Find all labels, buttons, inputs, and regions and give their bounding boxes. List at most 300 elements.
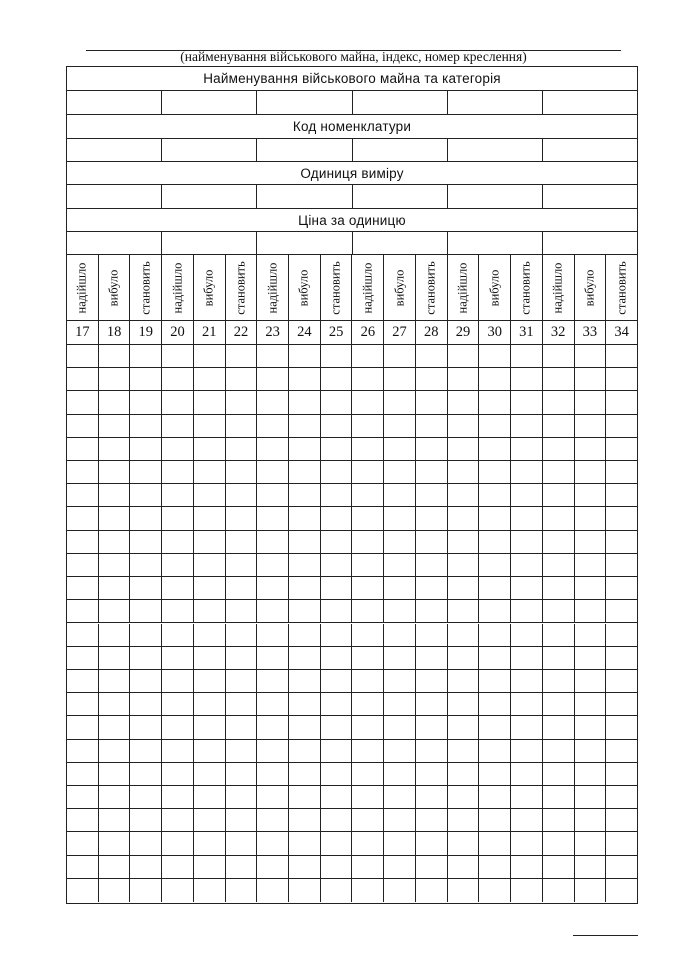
table-cell[interactable] — [448, 484, 480, 506]
table-cell[interactable] — [67, 600, 99, 622]
entry-cell[interactable] — [67, 91, 162, 114]
table-cell[interactable] — [162, 600, 194, 622]
table-cell[interactable] — [416, 577, 448, 599]
table-cell[interactable] — [543, 484, 575, 506]
table-cell[interactable] — [606, 554, 637, 576]
table-cell[interactable] — [575, 647, 607, 669]
table-cell[interactable] — [511, 856, 543, 878]
table-cell[interactable] — [99, 809, 131, 831]
entry-cell[interactable] — [257, 91, 352, 114]
table-cell[interactable] — [384, 647, 416, 669]
table-cell[interactable] — [194, 740, 226, 762]
table-cell[interactable] — [384, 554, 416, 576]
table-cell[interactable] — [352, 415, 384, 437]
table-cell[interactable] — [575, 484, 607, 506]
entry-cell[interactable] — [257, 232, 352, 254]
table-cell[interactable] — [352, 600, 384, 622]
table-cell[interactable] — [289, 693, 321, 715]
table-cell[interactable] — [384, 461, 416, 483]
table-cell[interactable] — [321, 647, 353, 669]
table-cell[interactable] — [194, 600, 226, 622]
table-cell[interactable] — [479, 647, 511, 669]
table-cell[interactable] — [543, 879, 575, 902]
table-cell[interactable] — [352, 461, 384, 483]
table-cell[interactable] — [575, 415, 607, 437]
table-cell[interactable] — [543, 856, 575, 878]
table-cell[interactable] — [194, 693, 226, 715]
table-cell[interactable] — [257, 461, 289, 483]
table-cell[interactable] — [257, 345, 289, 367]
table-cell[interactable] — [479, 415, 511, 437]
table-cell[interactable] — [257, 740, 289, 762]
table-cell[interactable] — [448, 879, 480, 902]
entry-cell[interactable] — [543, 139, 637, 161]
entry-cell[interactable] — [162, 232, 257, 254]
table-cell[interactable] — [130, 716, 162, 738]
table-cell[interactable] — [511, 368, 543, 390]
table-cell[interactable] — [575, 809, 607, 831]
table-cell[interactable] — [99, 507, 131, 529]
table-cell[interactable] — [226, 438, 258, 460]
table-cell[interactable] — [511, 415, 543, 437]
table-cell[interactable] — [416, 600, 448, 622]
table-cell[interactable] — [289, 577, 321, 599]
table-cell[interactable] — [479, 484, 511, 506]
table-cell[interactable] — [162, 740, 194, 762]
table-cell[interactable] — [99, 740, 131, 762]
table-cell[interactable] — [99, 577, 131, 599]
entry-cell[interactable] — [543, 185, 637, 208]
table-cell[interactable] — [384, 391, 416, 413]
table-cell[interactable] — [416, 832, 448, 854]
table-cell[interactable] — [575, 600, 607, 622]
table-cell[interactable] — [257, 600, 289, 622]
table-cell[interactable] — [162, 368, 194, 390]
table-cell[interactable] — [289, 786, 321, 808]
table-cell[interactable] — [130, 763, 162, 785]
table-cell[interactable] — [162, 577, 194, 599]
table-cell[interactable] — [321, 879, 353, 902]
table-cell[interactable] — [606, 600, 637, 622]
table-cell[interactable] — [606, 740, 637, 762]
table-cell[interactable] — [352, 438, 384, 460]
table-cell[interactable] — [543, 832, 575, 854]
table-cell[interactable] — [352, 786, 384, 808]
table-cell[interactable] — [606, 809, 637, 831]
table-cell[interactable] — [479, 554, 511, 576]
table-cell[interactable] — [479, 531, 511, 553]
table-cell[interactable] — [321, 624, 353, 646]
table-cell[interactable] — [194, 554, 226, 576]
table-cell[interactable] — [67, 809, 99, 831]
table-cell[interactable] — [448, 716, 480, 738]
table-cell[interactable] — [448, 763, 480, 785]
table-cell[interactable] — [162, 879, 194, 902]
table-cell[interactable] — [99, 763, 131, 785]
table-cell[interactable] — [416, 415, 448, 437]
table-cell[interactable] — [99, 368, 131, 390]
table-cell[interactable] — [226, 507, 258, 529]
table-cell[interactable] — [543, 345, 575, 367]
table-cell[interactable] — [226, 693, 258, 715]
table-cell[interactable] — [194, 461, 226, 483]
table-cell[interactable] — [606, 391, 637, 413]
table-cell[interactable] — [606, 716, 637, 738]
entry-cell[interactable] — [448, 91, 543, 114]
table-cell[interactable] — [384, 415, 416, 437]
table-cell[interactable] — [99, 786, 131, 808]
table-cell[interactable] — [226, 832, 258, 854]
table-cell[interactable] — [130, 531, 162, 553]
table-cell[interactable] — [226, 484, 258, 506]
table-cell[interactable] — [448, 345, 480, 367]
table-cell[interactable] — [194, 391, 226, 413]
table-cell[interactable] — [226, 391, 258, 413]
table-cell[interactable] — [162, 670, 194, 692]
table-cell[interactable] — [543, 693, 575, 715]
table-cell[interactable] — [606, 647, 637, 669]
table-cell[interactable] — [511, 693, 543, 715]
table-cell[interactable] — [194, 763, 226, 785]
table-cell[interactable] — [226, 624, 258, 646]
table-cell[interactable] — [321, 391, 353, 413]
table-cell[interactable] — [511, 879, 543, 902]
table-cell[interactable] — [448, 577, 480, 599]
table-cell[interactable] — [479, 763, 511, 785]
table-cell[interactable] — [479, 345, 511, 367]
table-cell[interactable] — [352, 507, 384, 529]
table-cell[interactable] — [99, 624, 131, 646]
table-cell[interactable] — [606, 461, 637, 483]
table-cell[interactable] — [130, 438, 162, 460]
table-cell[interactable] — [511, 507, 543, 529]
table-cell[interactable] — [384, 740, 416, 762]
table-cell[interactable] — [352, 693, 384, 715]
table-cell[interactable] — [511, 391, 543, 413]
table-cell[interactable] — [321, 577, 353, 599]
table-cell[interactable] — [99, 879, 131, 902]
entry-cell[interactable] — [543, 91, 637, 114]
table-cell[interactable] — [352, 740, 384, 762]
table-cell[interactable] — [289, 647, 321, 669]
table-cell[interactable] — [130, 600, 162, 622]
table-cell[interactable] — [321, 461, 353, 483]
table-cell[interactable] — [289, 438, 321, 460]
table-cell[interactable] — [543, 670, 575, 692]
table-cell[interactable] — [162, 856, 194, 878]
entry-cell[interactable] — [67, 185, 162, 208]
table-cell[interactable] — [352, 763, 384, 785]
table-cell[interactable] — [606, 577, 637, 599]
table-cell[interactable] — [257, 809, 289, 831]
entry-cell[interactable] — [353, 185, 448, 208]
table-cell[interactable] — [448, 461, 480, 483]
table-cell[interactable] — [67, 438, 99, 460]
entry-cell[interactable] — [448, 139, 543, 161]
table-cell[interactable] — [543, 647, 575, 669]
table-cell[interactable] — [384, 879, 416, 902]
table-cell[interactable] — [543, 624, 575, 646]
table-cell[interactable] — [162, 438, 194, 460]
table-cell[interactable] — [448, 368, 480, 390]
table-cell[interactable] — [99, 600, 131, 622]
table-cell[interactable] — [162, 832, 194, 854]
table-cell[interactable] — [479, 391, 511, 413]
table-cell[interactable] — [416, 438, 448, 460]
table-cell[interactable] — [575, 763, 607, 785]
table-cell[interactable] — [352, 670, 384, 692]
table-cell[interactable] — [67, 693, 99, 715]
table-cell[interactable] — [416, 368, 448, 390]
table-cell[interactable] — [67, 577, 99, 599]
table-cell[interactable] — [575, 856, 607, 878]
table-cell[interactable] — [575, 577, 607, 599]
table-cell[interactable] — [321, 531, 353, 553]
table-cell[interactable] — [384, 670, 416, 692]
table-cell[interactable] — [606, 345, 637, 367]
table-cell[interactable] — [226, 600, 258, 622]
table-cell[interactable] — [321, 832, 353, 854]
table-cell[interactable] — [416, 670, 448, 692]
table-cell[interactable] — [511, 740, 543, 762]
table-cell[interactable] — [194, 415, 226, 437]
entry-cell[interactable] — [162, 185, 257, 208]
table-cell[interactable] — [226, 531, 258, 553]
table-cell[interactable] — [257, 484, 289, 506]
table-cell[interactable] — [606, 763, 637, 785]
table-cell[interactable] — [257, 693, 289, 715]
table-cell[interactable] — [67, 670, 99, 692]
table-cell[interactable] — [194, 670, 226, 692]
table-cell[interactable] — [606, 507, 637, 529]
table-cell[interactable] — [511, 345, 543, 367]
table-cell[interactable] — [289, 879, 321, 902]
table-cell[interactable] — [606, 415, 637, 437]
table-cell[interactable] — [479, 507, 511, 529]
table-cell[interactable] — [416, 693, 448, 715]
entry-cell[interactable] — [257, 185, 352, 208]
table-cell[interactable] — [162, 647, 194, 669]
table-cell[interactable] — [67, 531, 99, 553]
table-cell[interactable] — [416, 763, 448, 785]
table-cell[interactable] — [575, 554, 607, 576]
table-cell[interactable] — [416, 856, 448, 878]
table-cell[interactable] — [99, 647, 131, 669]
entry-cell[interactable] — [162, 139, 257, 161]
table-cell[interactable] — [162, 345, 194, 367]
table-cell[interactable] — [226, 577, 258, 599]
table-cell[interactable] — [257, 786, 289, 808]
table-cell[interactable] — [257, 391, 289, 413]
table-cell[interactable] — [511, 786, 543, 808]
table-cell[interactable] — [99, 832, 131, 854]
table-cell[interactable] — [257, 879, 289, 902]
table-cell[interactable] — [416, 507, 448, 529]
table-cell[interactable] — [257, 763, 289, 785]
table-cell[interactable] — [67, 716, 99, 738]
table-cell[interactable] — [194, 809, 226, 831]
table-cell[interactable] — [289, 461, 321, 483]
table-cell[interactable] — [511, 484, 543, 506]
table-cell[interactable] — [289, 368, 321, 390]
table-cell[interactable] — [289, 484, 321, 506]
table-cell[interactable] — [384, 507, 416, 529]
table-cell[interactable] — [226, 345, 258, 367]
table-cell[interactable] — [67, 415, 99, 437]
table-cell[interactable] — [352, 368, 384, 390]
table-cell[interactable] — [448, 670, 480, 692]
table-cell[interactable] — [352, 624, 384, 646]
table-cell[interactable] — [226, 670, 258, 692]
table-cell[interactable] — [130, 670, 162, 692]
table-cell[interactable] — [130, 507, 162, 529]
table-cell[interactable] — [352, 856, 384, 878]
table-cell[interactable] — [67, 763, 99, 785]
table-cell[interactable] — [479, 832, 511, 854]
table-cell[interactable] — [352, 716, 384, 738]
table-cell[interactable] — [416, 345, 448, 367]
entry-cell[interactable] — [353, 139, 448, 161]
table-cell[interactable] — [194, 647, 226, 669]
table-cell[interactable] — [162, 716, 194, 738]
table-cell[interactable] — [448, 554, 480, 576]
table-cell[interactable] — [67, 368, 99, 390]
table-cell[interactable] — [67, 647, 99, 669]
table-cell[interactable] — [511, 531, 543, 553]
table-cell[interactable] — [321, 484, 353, 506]
table-cell[interactable] — [416, 786, 448, 808]
table-cell[interactable] — [226, 554, 258, 576]
table-cell[interactable] — [257, 647, 289, 669]
table-cell[interactable] — [289, 763, 321, 785]
table-cell[interactable] — [606, 531, 637, 553]
table-cell[interactable] — [99, 415, 131, 437]
table-cell[interactable] — [511, 716, 543, 738]
table-cell[interactable] — [448, 415, 480, 437]
table-cell[interactable] — [511, 670, 543, 692]
table-cell[interactable] — [130, 647, 162, 669]
table-cell[interactable] — [226, 415, 258, 437]
table-cell[interactable] — [99, 716, 131, 738]
table-cell[interactable] — [321, 368, 353, 390]
table-cell[interactable] — [575, 786, 607, 808]
table-cell[interactable] — [575, 368, 607, 390]
table-cell[interactable] — [67, 740, 99, 762]
table-cell[interactable] — [194, 484, 226, 506]
table-cell[interactable] — [194, 507, 226, 529]
table-cell[interactable] — [384, 484, 416, 506]
table-cell[interactable] — [130, 786, 162, 808]
table-cell[interactable] — [257, 832, 289, 854]
table-cell[interactable] — [479, 809, 511, 831]
table-cell[interactable] — [416, 809, 448, 831]
table-cell[interactable] — [321, 763, 353, 785]
table-cell[interactable] — [352, 531, 384, 553]
table-cell[interactable] — [67, 461, 99, 483]
table-cell[interactable] — [162, 809, 194, 831]
table-cell[interactable] — [352, 809, 384, 831]
table-cell[interactable] — [99, 531, 131, 553]
table-cell[interactable] — [321, 600, 353, 622]
table-cell[interactable] — [511, 809, 543, 831]
table-cell[interactable] — [448, 438, 480, 460]
table-cell[interactable] — [479, 438, 511, 460]
table-cell[interactable] — [352, 832, 384, 854]
table-cell[interactable] — [321, 786, 353, 808]
table-cell[interactable] — [321, 670, 353, 692]
table-cell[interactable] — [511, 600, 543, 622]
table-cell[interactable] — [575, 693, 607, 715]
table-cell[interactable] — [162, 763, 194, 785]
table-cell[interactable] — [194, 856, 226, 878]
table-cell[interactable] — [289, 507, 321, 529]
table-cell[interactable] — [384, 531, 416, 553]
table-cell[interactable] — [289, 670, 321, 692]
table-cell[interactable] — [99, 856, 131, 878]
table-cell[interactable] — [67, 554, 99, 576]
table-cell[interactable] — [130, 624, 162, 646]
table-cell[interactable] — [606, 786, 637, 808]
table-cell[interactable] — [352, 554, 384, 576]
table-cell[interactable] — [194, 368, 226, 390]
table-cell[interactable] — [606, 368, 637, 390]
table-cell[interactable] — [384, 856, 416, 878]
entry-cell[interactable] — [448, 232, 543, 254]
table-cell[interactable] — [99, 670, 131, 692]
table-cell[interactable] — [130, 368, 162, 390]
table-cell[interactable] — [384, 716, 416, 738]
table-cell[interactable] — [448, 507, 480, 529]
table-cell[interactable] — [130, 879, 162, 902]
table-cell[interactable] — [352, 484, 384, 506]
table-cell[interactable] — [67, 624, 99, 646]
table-cell[interactable] — [511, 554, 543, 576]
table-cell[interactable] — [289, 415, 321, 437]
table-cell[interactable] — [226, 647, 258, 669]
table-cell[interactable] — [321, 809, 353, 831]
table-cell[interactable] — [479, 856, 511, 878]
table-cell[interactable] — [575, 740, 607, 762]
table-cell[interactable] — [384, 368, 416, 390]
table-cell[interactable] — [479, 461, 511, 483]
table-cell[interactable] — [162, 786, 194, 808]
table-cell[interactable] — [99, 693, 131, 715]
table-cell[interactable] — [448, 600, 480, 622]
table-cell[interactable] — [162, 484, 194, 506]
table-cell[interactable] — [575, 507, 607, 529]
table-cell[interactable] — [511, 624, 543, 646]
table-cell[interactable] — [543, 600, 575, 622]
table-cell[interactable] — [448, 809, 480, 831]
table-cell[interactable] — [606, 670, 637, 692]
table-cell[interactable] — [257, 368, 289, 390]
table-cell[interactable] — [448, 624, 480, 646]
table-cell[interactable] — [130, 554, 162, 576]
entry-cell[interactable] — [448, 185, 543, 208]
table-cell[interactable] — [511, 763, 543, 785]
table-cell[interactable] — [606, 693, 637, 715]
entry-cell[interactable] — [67, 139, 162, 161]
table-cell[interactable] — [226, 809, 258, 831]
table-cell[interactable] — [194, 832, 226, 854]
table-cell[interactable] — [352, 345, 384, 367]
table-cell[interactable] — [289, 600, 321, 622]
table-cell[interactable] — [511, 577, 543, 599]
table-cell[interactable] — [257, 577, 289, 599]
table-cell[interactable] — [194, 531, 226, 553]
table-cell[interactable] — [448, 832, 480, 854]
table-cell[interactable] — [543, 531, 575, 553]
